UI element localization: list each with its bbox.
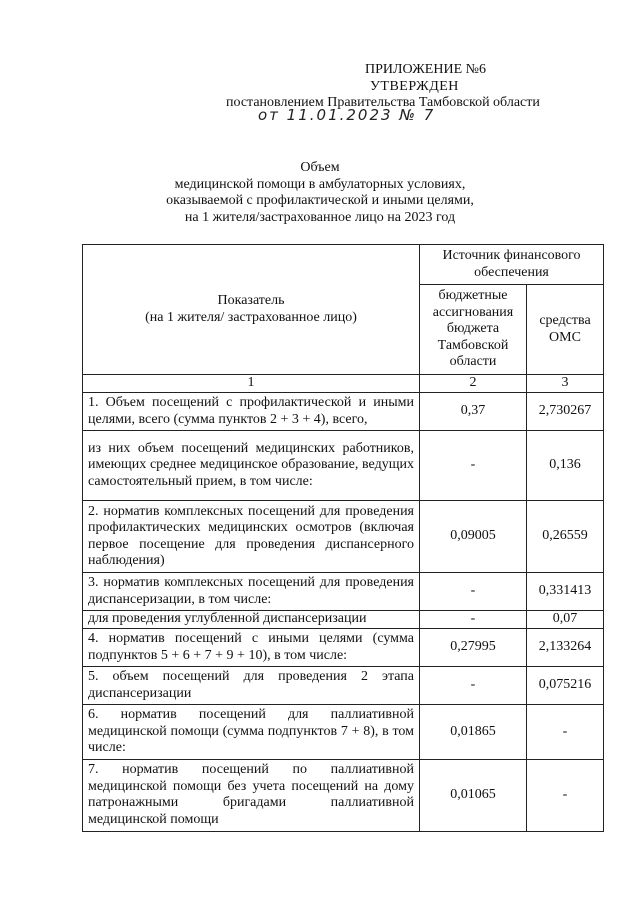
column-number-2: 2 [420, 375, 527, 393]
approved-label: УТВЕРЖДЕН [370, 79, 459, 94]
document-title [60, 160, 580, 226]
decree-text: постановлением Правительства Тамбовской области [226, 95, 540, 110]
budget-header: бюджетные ассигнования бюджета Тамбовской области [420, 285, 527, 375]
row-budget-value: 0,37 [420, 393, 527, 431]
column-number-3: 3 [527, 375, 604, 393]
row-label: 1. Объем посещений с профилактической и иными целями, всего (сумма пунктов 2 + 3 + 4), всего, [83, 393, 420, 431]
row-oms-value: 0,136 [527, 431, 604, 501]
table-row [83, 501, 604, 573]
table-row [83, 667, 604, 705]
title-line-2: медицинской помощи в амбулаторных условиях, [174, 176, 466, 192]
volume-table [82, 244, 604, 832]
funding-source-header: Источник финансового обеспечения [420, 245, 604, 285]
title-line-4: на 1 жителя/застрахованное лицо на 2023 год [184, 209, 456, 225]
row-budget-value: - [420, 611, 527, 629]
row-label: 6. норматив посещений для паллиативной медицинской помощи (сумма подпунктов 7 + 8), в том числе: [83, 705, 420, 760]
handwritten-date-number: от 11.01.2023 № 7 [258, 106, 436, 124]
row-budget-value: - [420, 573, 527, 611]
row-oms-value: 2,730267 [527, 393, 604, 431]
column-number-1: 1 [83, 375, 420, 393]
row-oms-value: 2,133264 [527, 629, 604, 667]
table-row [83, 759, 604, 831]
row-label: 7. норматив посещений по паллиативной медицинской помощи без учета посещений на дому патронажными бригадами паллиативной медицинской помощи [83, 759, 420, 831]
row-oms-value: 0,26559 [527, 501, 604, 573]
table-row [83, 629, 604, 667]
row-label: 4. норматив посещений с иными целями (сумма подпунктов 5 + 6 + 7 + 9 + 10), в том числе: [83, 629, 420, 667]
table-row [83, 705, 604, 760]
row-oms-value: 0,07 [527, 611, 604, 629]
table-row [83, 393, 604, 431]
row-oms-value: 0,331413 [527, 573, 604, 611]
indicator-header-line-2: (на 1 жителя/ застрахованное лицо) [145, 309, 357, 325]
row-label: 2. норматив комплексных посещений для проведения профилактических медицинских осмотров (включая первое посещение для проведения диспансерного наблюдения) [83, 501, 420, 573]
row-budget-value: 0,01065 [420, 759, 527, 831]
row-budget-value: - [420, 431, 527, 501]
oms-header: средства ОМС [527, 285, 604, 375]
table-row [83, 611, 604, 629]
row-oms-value: 0,075216 [527, 667, 604, 705]
indicator-header-line-1: Показатель [217, 293, 285, 308]
row-oms-value: - [527, 759, 604, 831]
row-label: 3. норматив комплексных посещений для проведения диспансеризации, в том числе: [83, 573, 420, 611]
row-budget-value: 0,27995 [420, 629, 527, 667]
row-label: из них объем посещений медицинских работников, имеющих среднее медицинское образование, ведущих самостоятельный прием, в том числе: [83, 431, 420, 501]
table-row [83, 573, 604, 611]
title-line-3: оказываемой с профилактической и иными целями, [166, 193, 474, 208]
row-budget-value: - [420, 667, 527, 705]
indicator-header [83, 245, 420, 375]
row-budget-value: 0,09005 [420, 501, 527, 573]
appendix-number: ПРИЛОЖЕНИЕ №6 [365, 62, 486, 77]
row-label: 5. объем посещений для проведения 2 этапа диспансеризации [83, 667, 420, 705]
row-budget-value: 0,01865 [420, 705, 527, 760]
title-line-1: Объем [300, 160, 340, 175]
row-oms-value: - [527, 705, 604, 760]
row-label: для проведения углубленной диспансеризации [83, 611, 420, 629]
table-row [83, 431, 604, 501]
